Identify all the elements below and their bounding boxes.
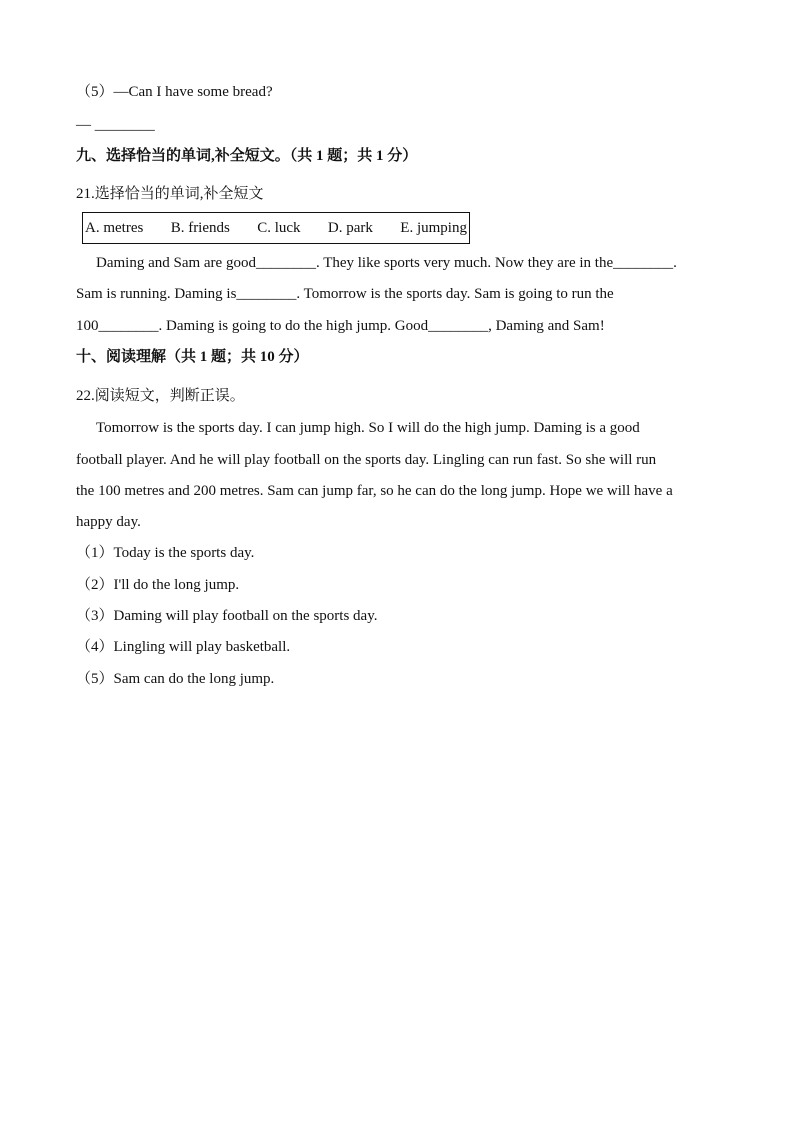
option-b: B. friends (170, 219, 230, 236)
statement-item: （2）I'll do the long jump. (76, 577, 240, 593)
option-a: A. metres (85, 219, 144, 236)
statement-item: （1）Today is the sports day. (76, 545, 255, 561)
statement-item: （4）Lingling will play basketball. (76, 639, 291, 655)
word-bank-box (82, 212, 470, 244)
option-c: C. luck (257, 219, 301, 236)
statement-item: （3）Daming will play football on the sports day. (76, 608, 378, 624)
q5-prompt: （5）—Can I have some bread? (76, 84, 273, 100)
section9-heading: 九、选择恰当的单词,补全短文。（共 1 题；共 1 分） (76, 148, 418, 164)
q22-passage-line: happy day. (76, 514, 141, 530)
q22-passage-line: football player. And he will play football on the sports day. Lingling can run fast. So she will run (76, 452, 657, 468)
section10-heading: 十、阅读理解（共 1 题；共 10 分） (76, 349, 309, 365)
q22-passage-line: the 100 metres and 200 metres. Sam can jump far, so he can do the long jump. Hope we will have a (76, 483, 673, 499)
q21-title: 21.选择恰当的单词,补全短文 (76, 186, 264, 202)
q21-passage-line: 100________. Daming is going to do the high jump. Good________, Daming and Sam! (76, 318, 605, 334)
q22-title: 22.阅读短文，判断正误。 (76, 388, 245, 404)
q5-answer-blank: — ________ (76, 117, 155, 133)
q21-passage-line: Daming and Sam are good________. They like sports very much. Now they are in the________. (96, 255, 677, 271)
q22-passage-line: Tomorrow is the sports day. I can jump high. So I will do the high jump. Daming is a good (96, 420, 640, 436)
q21-passage-line: Sam is running. Daming is________. Tomorrow is the sports day. Sam is going to run the (76, 286, 614, 302)
statement-item: （5）Sam can do the long jump. (76, 671, 275, 687)
option-d: D. park (327, 219, 373, 236)
option-e: E. jumping (400, 219, 467, 236)
